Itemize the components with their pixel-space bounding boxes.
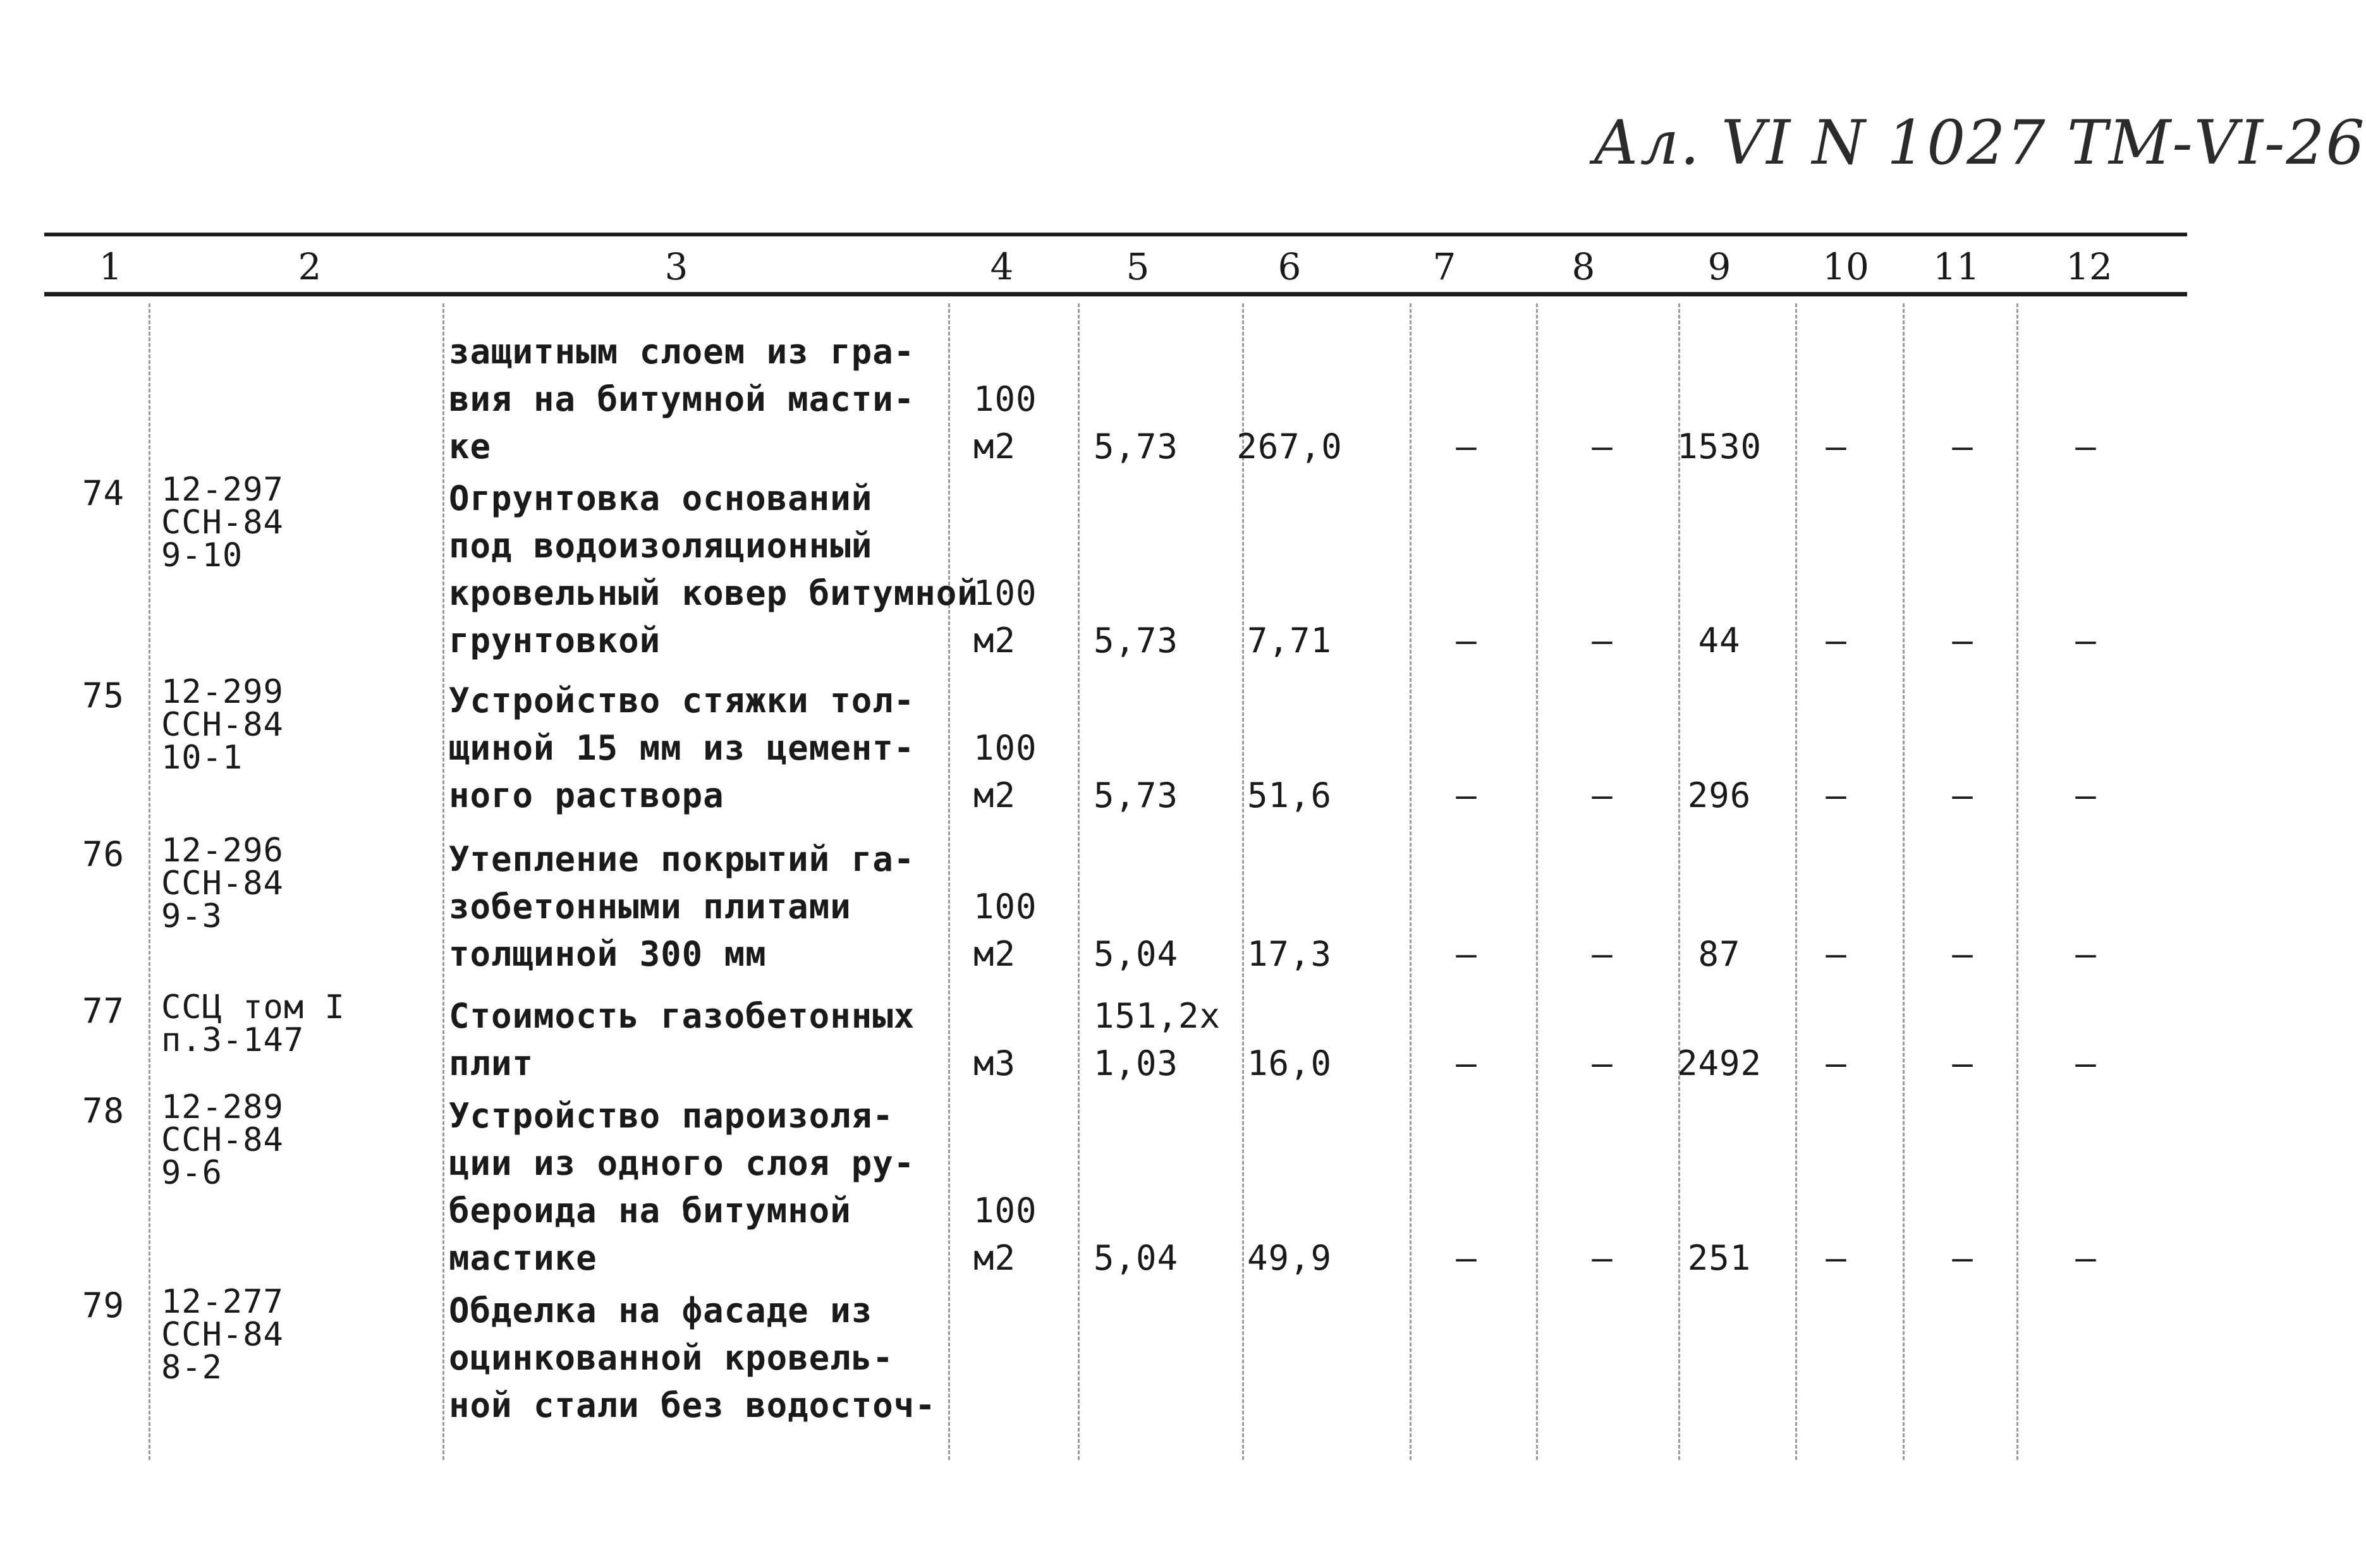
norm-code-line: 9-3	[161, 897, 223, 935]
work-description-line: Устройство пароизоля-	[449, 1096, 894, 1136]
row-number: 77	[82, 991, 125, 1031]
norm-code-line: 9-6	[161, 1154, 223, 1192]
column-10-value: –	[1826, 775, 1847, 815]
column-number-6: 6	[1278, 245, 1302, 288]
column-11-value: –	[1952, 1238, 1973, 1278]
unit-line: м2	[973, 1238, 1016, 1278]
work-description-line: защитным слоем из гра-	[449, 332, 915, 372]
quantity-line: 1,03	[1094, 1043, 1179, 1083]
work-description-line: под водоизоляционный	[449, 526, 873, 566]
column-divider	[1903, 303, 1905, 1460]
work-description-line: Устройство стяжки тол-	[449, 681, 915, 720]
row-number: 79	[82, 1285, 125, 1325]
column-11-value: –	[1952, 427, 1973, 466]
column-number-2: 2	[298, 245, 322, 288]
column-number-11: 11	[1933, 245, 1980, 288]
unit-cost: 16,0	[1247, 1043, 1332, 1083]
norm-code-line: 8-2	[161, 1349, 223, 1387]
column-7-value: –	[1456, 934, 1477, 974]
norm-code-line: ССН-84	[161, 865, 284, 903]
quantity-line: 5,04	[1094, 1238, 1179, 1278]
work-description-line: ции из одного слоя ру-	[449, 1143, 915, 1183]
column-8-value: –	[1592, 621, 1613, 660]
unit-line: м2	[973, 775, 1016, 815]
work-description-line: Обделка на фасаде из	[449, 1291, 873, 1330]
column-number-7: 7	[1432, 245, 1456, 288]
column-8-value: –	[1592, 775, 1613, 815]
column-12-value: –	[2075, 621, 2097, 660]
column-divider	[1795, 303, 1797, 1460]
unit-line: 100	[973, 379, 1037, 419]
total-cost: 87	[1698, 934, 1741, 974]
norm-code-line: 12-289	[161, 1088, 284, 1126]
unit-cost: 267,0	[1236, 427, 1343, 466]
column-7-value: –	[1456, 621, 1477, 660]
column-number-4: 4	[990, 245, 1014, 288]
work-description-line: кровельный ковер битумной	[449, 573, 979, 613]
column-8-value: –	[1592, 1238, 1613, 1278]
norm-code-line: ССЦ том I	[161, 988, 345, 1026]
total-cost: 296	[1687, 775, 1752, 815]
column-10-value: –	[1826, 1238, 1847, 1278]
work-description-line: Стоимость газобетонных	[449, 996, 915, 1036]
column-divider	[1078, 303, 1080, 1460]
column-7-value: –	[1456, 427, 1477, 466]
column-number-5: 5	[1126, 245, 1150, 288]
row-number: 75	[82, 676, 125, 715]
norm-code-line: ССН-84	[161, 706, 284, 744]
quantity-line: 151,2х	[1094, 996, 1221, 1036]
column-12-value: –	[2075, 1238, 2097, 1278]
column-12-value: –	[2075, 934, 2097, 974]
column-8-value: –	[1592, 1043, 1613, 1083]
norm-code-line: 9-10	[161, 537, 243, 574]
work-description-line: вия на битумной масти-	[449, 379, 915, 419]
column-11-value: –	[1952, 775, 1973, 815]
unit-cost: 51,6	[1247, 775, 1332, 815]
unit-cost: 17,3	[1247, 934, 1332, 974]
work-description-line: оцинкованной кровель-	[449, 1338, 894, 1378]
column-12-value: –	[2075, 1043, 2097, 1083]
total-cost: 251	[1687, 1238, 1752, 1278]
work-description-line: мастике	[449, 1238, 597, 1278]
column-12-value: –	[2075, 775, 2097, 815]
unit-line: 100	[973, 728, 1037, 768]
total-cost: 2492	[1676, 1043, 1762, 1083]
total-cost: 1530	[1676, 427, 1762, 466]
norm-code-line: 12-296	[161, 832, 284, 870]
column-10-value: –	[1826, 621, 1847, 660]
work-description-line: бероида на битумной	[449, 1191, 851, 1231]
unit-line: 100	[973, 1191, 1037, 1231]
quantity-line: 5,73	[1094, 427, 1179, 466]
handwritten-reference: Ал. VI N 1027 ТМ-VI-26	[1593, 107, 2366, 178]
column-8-value: –	[1592, 934, 1613, 974]
norm-code-line: ССН-84	[161, 1316, 284, 1354]
column-11-value: –	[1952, 1043, 1973, 1083]
work-description-line: щиной 15 мм из цемент-	[449, 728, 915, 768]
column-number-3: 3	[664, 245, 688, 288]
unit-line: м2	[973, 427, 1016, 466]
unit-line: 100	[973, 887, 1037, 927]
work-description-line: толщиной 300 мм	[449, 934, 767, 974]
norm-code-line: ССН-84	[161, 1121, 284, 1159]
column-divider	[948, 303, 950, 1460]
unit-cost: 49,9	[1247, 1238, 1332, 1278]
column-10-value: –	[1826, 1043, 1847, 1083]
column-number-12: 12	[2066, 245, 2113, 288]
column-number-10: 10	[1822, 245, 1869, 288]
total-cost: 44	[1698, 621, 1741, 660]
column-divider	[2016, 303, 2018, 1460]
column-8-value: –	[1592, 427, 1613, 466]
work-description-line: ного раствора	[449, 775, 724, 815]
column-7-value: –	[1456, 775, 1477, 815]
work-description-line: Утепление покрытий га-	[449, 839, 915, 879]
norm-code-line: п.3-147	[161, 1021, 305, 1059]
column-10-value: –	[1826, 427, 1847, 466]
column-divider	[149, 303, 150, 1460]
column-11-value: –	[1952, 621, 1973, 660]
column-divider	[1242, 303, 1244, 1460]
table-header-rule	[44, 292, 2187, 296]
column-number-8: 8	[1571, 245, 1595, 288]
unit-line: 100	[973, 573, 1037, 613]
column-number-9: 9	[1707, 245, 1731, 288]
quantity-line: 5,73	[1094, 621, 1179, 660]
unit-line: м3	[973, 1043, 1016, 1083]
column-divider	[442, 303, 444, 1460]
row-number: 78	[82, 1091, 125, 1131]
row-number: 76	[82, 834, 125, 874]
column-7-value: –	[1456, 1238, 1477, 1278]
column-divider	[1410, 303, 1412, 1460]
quantity-line: 5,73	[1094, 775, 1179, 815]
norm-code-line: ССН-84	[161, 504, 284, 542]
column-divider	[1678, 303, 1680, 1460]
work-description-line: ке	[449, 427, 492, 466]
norm-code-line: 12-299	[161, 673, 284, 711]
norm-code-line: 10-1	[161, 739, 243, 777]
work-description-line: плит	[449, 1043, 534, 1083]
row-number: 74	[82, 473, 125, 513]
work-description-line: зобетонными плитами	[449, 887, 851, 927]
table-top-rule	[44, 233, 2187, 236]
column-12-value: –	[2075, 427, 2097, 466]
unit-line: м2	[973, 934, 1016, 974]
unit-line: м2	[973, 621, 1016, 660]
quantity-line: 5,04	[1094, 934, 1179, 974]
unit-cost: 7,71	[1247, 621, 1332, 660]
work-description-line: Огрунтовка оснований	[449, 478, 873, 518]
column-divider	[1536, 303, 1538, 1460]
work-description-line: грунтовкой	[449, 621, 661, 660]
column-11-value: –	[1952, 934, 1973, 974]
column-number-1: 1	[99, 245, 123, 288]
work-description-line: ной стали без водосточ-	[449, 1385, 936, 1425]
column-10-value: –	[1826, 934, 1847, 974]
norm-code-line: 12-297	[161, 471, 284, 509]
norm-code-line: 12-277	[161, 1283, 284, 1321]
column-7-value: –	[1456, 1043, 1477, 1083]
